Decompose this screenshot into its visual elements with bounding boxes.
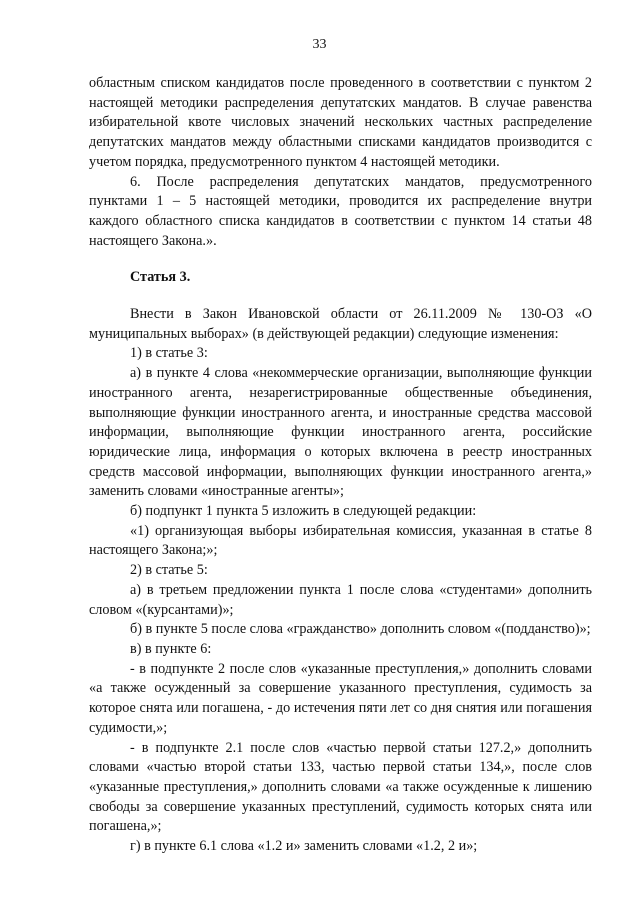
list-item: 2) в статье 5: bbox=[130, 562, 208, 579]
article-heading: Статья 3. bbox=[130, 269, 191, 286]
page-number: 33 bbox=[312, 37, 327, 52]
list-item: а) в пункте 4 слова «некоммерческие организации, выполняющие функции иностранного агента, незарегистрированные общественные объединения, выполняющие функции иностранного агента, и иностранные средства массовой информации, выполняющие функции иностранного агента, российские юридические лица, информация о которых включена в реестр иностранных средств массовой информации, выполняющих функции иностранного агента,» заменить словами «иностранные агенты»; bbox=[89, 365, 592, 500]
list-item: б) в пункте 5 после слова «гражданство» дополнить словом «(подданство)»; bbox=[130, 621, 591, 638]
list-item: 1) в статье 3: bbox=[130, 345, 208, 362]
list-item: б) подпункт 1 пункта 5 изложить в следующей редакции: bbox=[130, 503, 477, 520]
list-item: - в подпункте 2.1 после слов «частью первой статьи 127.2,» дополнить словами «частью второй статьи 133, частью первой статьи 134,», после слов «указанные преступления,» дополнить словами «а также осужденные к лишению свободы за совершение указанных преступлений, судимость которых снята или погашена,»; bbox=[89, 739, 592, 835]
document-body bbox=[89, 74, 592, 857]
paragraph-intro: Внести в Закон Ивановской области от 26.11.2009 № 130-ОЗ «О муниципальных выборах» (в действующей редакции) следующие изменения: bbox=[89, 306, 592, 342]
list-item: г) в пункте 6.1 слова «1.2 и» заменить словами «1.2, 2 и»; bbox=[130, 838, 478, 855]
paragraph-continuation: областным списком кандидатов после проведенного в соответствии с пунктом 2 настоящей методики распределения депутатских мандатов. В случае равенства избирательной квоте числовых значений нескольких частных распределение депутатских мандатов между областными списками кандидатов производится с учетом порядка, предусмотренного пунктом 4 настоящей методики. bbox=[89, 75, 592, 170]
list-item: а) в третьем предложении пункта 1 после слова «студентами» дополнить словом «(курсантами)»; bbox=[89, 581, 592, 618]
paragraph-item-6: 6. После распределения депутатских мандатов, предусмотренного пунктами 1 – 5 настоящей методики, проводится их распределение внутри каждого областного списка кандидатов в соответствии с пунктом 14 статьи 48 настоящего Закона.». bbox=[89, 173, 592, 249]
list-item: «1) организующая выборы избирательная комиссия, указанная в статье 8 настоящего Закона;»; bbox=[89, 522, 592, 559]
list-item: в) в пункте 6: bbox=[130, 640, 212, 657]
list-item: - в подпункте 2 после слов «указанные преступления,» дополнить словами «а также осужденный за совершение указанного преступления, судимость за которое снята или погашена, - до истечения пяти лет со дня снятия или погашения судимости,»; bbox=[89, 660, 592, 736]
